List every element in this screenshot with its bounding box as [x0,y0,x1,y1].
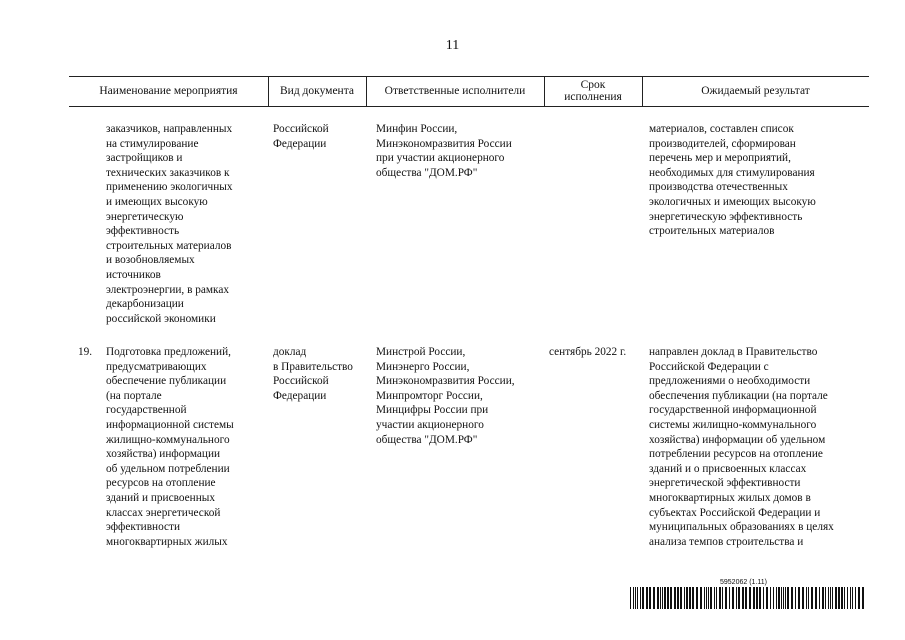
barcode-bar [635,587,636,609]
row-document: доклад в Правительство Российской Федерации [273,346,353,402]
barcode-bar [828,587,829,609]
barcode-bar [662,587,663,609]
barcode-bar [660,587,661,609]
barcode-bar [815,587,817,609]
barcode-bar [653,587,655,609]
barcode-bar [844,587,845,609]
header-executors: Ответственные исполнители [384,85,526,97]
barcode-bar [674,587,676,609]
barcode-bar [802,587,804,609]
barcode-bar [630,587,631,609]
barcode-bar [847,587,848,609]
barcode-bar [745,587,747,609]
table-header-rule [69,106,869,107]
barcode [630,587,866,609]
barcode-bar [822,587,824,609]
barcode-bar [811,587,813,609]
barcode-bar [642,587,644,609]
row-number: 19. [78,346,93,358]
row-result: материалов, составлен список производителей, сформирован перечень мер и мероприятий, необходимых для стимулирования производства отечественных экологичных и имеющих высокую энергетическую эффективность строительных материалов [649,123,816,238]
barcode-bar [825,587,826,609]
barcode-bar [830,587,831,609]
barcode-bar [716,587,717,609]
header-result: Ожидаемый результат [701,85,810,97]
barcode-bar [704,587,705,609]
barcode-bar [862,587,864,609]
row-executors: Минстрой России, Минэнерго России, Минэкономразвития России, Минпромторг России, Минцифры России при участии акционерного общества "ДОМ.РФ" [376,346,515,446]
barcode-bar [708,587,709,609]
barcode-bar [640,587,641,609]
barcode-bar [738,587,740,609]
barcode-bar [838,587,840,609]
row-result: направлен доклад в Правительство Российской Федерации с предложениями о необходимости обеспечения публикации (на портале государственной информационной системы жилищно-коммунального хозяйства) информации об удельном потреблении ресурсов на отопление зданий и о присвоенных классах энергетической эффективности многоквартирных жилых домов в субъектах Российской Федерации и муниципальных образованиях в целях анализа темпов строительства и [649,346,834,548]
barcode-bar [646,587,648,609]
barcode-bar [667,587,669,609]
barcode-bar [725,587,727,609]
barcode-bar [753,587,755,609]
barcode-bar [835,587,837,609]
barcode-bar [781,587,782,609]
barcode-bar [773,587,774,609]
barcode-bar [670,587,672,609]
barcode-bar [749,587,751,609]
row-name: заказчиков, направленных на стимулирование застройщиков и технических заказчиков к применению экологичных и имеющих высокую энергетическую эффективность строительных материалов и возобновляемых источников электроэнергии, в рамках декарбонизации российской экономики [106,123,233,325]
barcode-bar [649,587,651,609]
barcode-code: 5952062 (1.11) [720,579,767,586]
barcode-bar [783,587,784,609]
barcode-bar [852,587,853,609]
header-document: Вид документа [280,85,354,97]
barcode-bar [719,587,721,609]
barcode-bar [832,587,833,609]
barcode-bar [850,587,851,609]
barcode-bar [729,587,730,609]
barcode-bar [759,587,761,609]
barcode-bar [722,587,723,609]
barcode-bar [710,587,712,609]
barcode-bar [763,587,764,609]
barcode-bar [689,587,691,609]
barcode-bar [700,587,702,609]
barcode-bar [736,587,737,609]
barcode-bar [714,587,715,609]
row-deadline: сентябрь 2022 г. [549,346,627,358]
barcode-bar [791,587,793,609]
barcode-bar [787,587,789,609]
barcode-bar [766,587,768,609]
barcode-bar [657,587,659,609]
header-deadline: Срок исполнения [564,79,622,103]
barcode-bar [806,587,807,609]
barcode-bar [855,587,856,609]
barcode-bar [808,587,809,609]
barcode-bar [778,587,780,609]
barcode-bar [706,587,707,609]
barcode-bar [684,587,685,609]
row-document: Российской Федерации [273,123,329,150]
barcode-bar [798,587,800,609]
barcode-bar [785,587,786,609]
barcode-bar [858,587,860,609]
barcode-bar [677,587,679,609]
barcode-bar [841,587,843,609]
barcode-bar [795,587,796,609]
barcode-bar [696,587,698,609]
barcode-bar [692,587,694,609]
row-executors: Минфин России, Минэкономразвития России при участии акционерного общества "ДОМ.РФ" [376,123,512,179]
barcode-bar [756,587,758,609]
barcode-bar [633,587,634,609]
barcode-bar [770,587,771,609]
barcode-bar [637,587,638,609]
page-number: 11 [445,38,460,53]
barcode-bar [819,587,820,609]
barcode-bar [742,587,744,609]
barcode-bar [776,587,777,609]
barcode-bar [732,587,734,609]
row-name: Подготовка предложений, предусматривающих обеспечение публикации (на портале государственной информационной системы жилищно-коммунального хозяйства) информации об удельном потреблении ресурсов на отопление зданий и присвоенных классах энергетической эффективности многоквартирных жилых [106,346,234,548]
barcode-bar [686,587,688,609]
barcode-bar [680,587,682,609]
barcode-bar [664,587,666,609]
header-name: Наименование мероприятия [99,85,238,97]
